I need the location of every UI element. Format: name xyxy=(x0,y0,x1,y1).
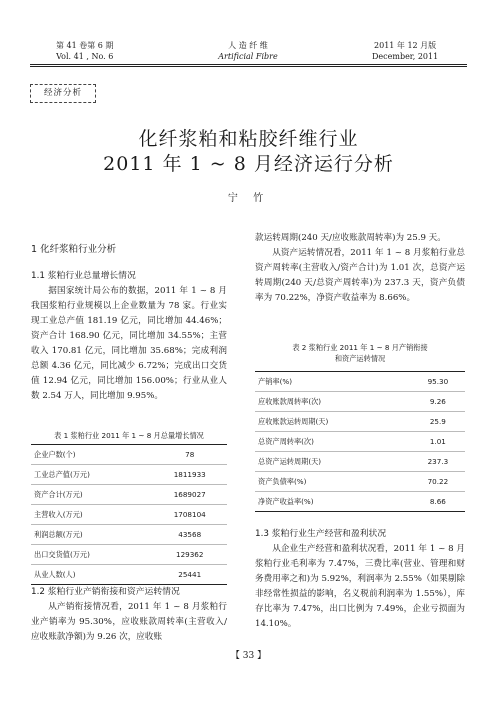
table-cell-value: 1811933 xyxy=(152,465,227,485)
table-row xyxy=(255,372,465,392)
table-cell-value: 1.01 xyxy=(411,432,465,452)
table-cell-value: 25.9 xyxy=(411,412,465,432)
table-cell-label: 应收账款运转周期(天) xyxy=(255,412,411,432)
table-1-caption: 表 1 浆粕行业 2011 年 1 ~ 8 月总量增长情况 xyxy=(54,431,204,440)
article-author: 宁 竹 xyxy=(227,193,270,204)
table-row xyxy=(31,505,227,525)
table-cell-label: 净资产收益率(%) xyxy=(255,492,411,512)
table-cell-label: 总资产运转周期(天) xyxy=(255,452,411,472)
table-cell-value: 1689027 xyxy=(152,485,227,505)
table-row xyxy=(31,545,227,565)
left-column xyxy=(31,242,227,404)
table-cell-label: 总资产周转率(次) xyxy=(255,432,411,452)
section-1-2-paragraph: 从产销衔接情况看，2011 年 1 ~ 8 月浆粕行业产销率为 95.30%，应收账款周转率(主营收入/应收账款净额)为 9.26 次，应收账 xyxy=(31,602,227,642)
table-cell-value: 8.66 xyxy=(411,492,465,512)
table-row xyxy=(255,452,465,472)
continued-paragraph: 款运转周期(240 天/应收账款周转率)为 25.9 天。 xyxy=(255,233,446,243)
table-cell-value: 25441 xyxy=(152,565,227,585)
table-cell-label: 应收账款周转率(次) xyxy=(255,392,411,412)
section-1-3-paragraph: 从企业生产经营和盈利状况看，2011 年 1 ~ 8 月浆粕行业毛利率为 7.47%，三费比率(营业、管理和财务费用率之和)为 5.92%，利润率为 2.55%（如果剔除非经常性损益的影响，名义税前利润率为 1.55%），库存比率为 7.47%，出口比例为 7.49%，企业亏损面为 14.10%。 xyxy=(255,544,465,629)
table-1 xyxy=(31,444,227,585)
table-row xyxy=(255,432,465,452)
table-row xyxy=(31,465,227,485)
section-badge: 经济分析 xyxy=(30,84,96,103)
article-title-line2: 2011 年 1 ~ 8 月经济运行分析 xyxy=(103,153,394,175)
table-row xyxy=(31,565,227,585)
asset-operation-paragraph: 从资产运转情况看，2011 年 1 ~ 8 月浆粕行业总资产周转率(主营收入/资产合计)为 1.01 次，总资产运转周期(240 天/总资产周转率)为 237.3 天，资产负债率为 70.22%，净资产收益率为 8.66%。 xyxy=(255,248,465,303)
right-column xyxy=(255,231,465,306)
right-column-bottom xyxy=(255,527,465,632)
table-cell-value: 43568 xyxy=(152,525,227,545)
article-title-line1: 化纤浆粕和粘胶纤维行业 xyxy=(138,128,359,150)
journal-date-cn: 2011 年 12 月版 xyxy=(374,41,437,50)
table-cell-value: 129362 xyxy=(152,545,227,565)
page-number: 【 33 】 xyxy=(230,651,267,661)
journal-volume-en: Vol. 41 , No. 6 xyxy=(56,52,114,61)
table-cell-value: 237.3 xyxy=(411,452,465,472)
table-cell-label: 出口交货值(万元) xyxy=(31,545,152,565)
table-row xyxy=(255,392,465,412)
table-cell-label: 资产负债率(%) xyxy=(255,472,411,492)
journal-name-cn: 人 造 纤 维 xyxy=(228,41,268,50)
table-cell-value: 1708104 xyxy=(152,505,227,525)
header-rule-bottom xyxy=(30,66,467,67)
journal-volume-cn: 第 41 卷第 6 期 xyxy=(56,41,114,50)
table-cell-label: 主营收入(万元) xyxy=(31,505,152,525)
table-cell-label: 从业人数(人) xyxy=(31,565,152,585)
table-cell-value: 9.26 xyxy=(411,392,465,412)
table-row xyxy=(255,412,465,432)
table-row xyxy=(31,485,227,505)
table-2 xyxy=(255,371,465,512)
table-cell-label: 企业户数(个) xyxy=(31,445,152,465)
journal-date-en: December, 2011 xyxy=(372,52,439,61)
table-row xyxy=(255,492,465,512)
table-2-caption-line2: 和资产运转情况 xyxy=(334,354,386,363)
journal-name-en: Artificial Fibre xyxy=(218,52,278,61)
header-rule-top xyxy=(30,64,467,65)
table-cell-label: 资产合计(万元) xyxy=(31,485,152,505)
section-1-1-paragraph: 据国家统计局公布的数据，2011 年 1 ~ 8 月我国浆粕行业规模以上企业数量为 78 家。行业实现工业总产值 181.19 亿元，同比增加 44.46%；资产合计 168.90 亿元，同比增加 34.55%；主营收入 170.81 亿元，同比增加 35.68%；完成利润总额 4.36 亿元，同比减少 6.72%；完成出口交货值 12.94 亿元，同比增加 156.00%；行业从业人数 2.54 万人，同比增加 9.95%。 xyxy=(31,286,227,401)
section-1-2-heading: 1.2 浆粕行业产销衔接和资产运转情况 xyxy=(31,587,180,597)
table-2-caption xyxy=(255,342,465,364)
left-column-bottom xyxy=(31,585,227,645)
table-row xyxy=(31,445,227,465)
table-row xyxy=(255,472,465,492)
table-2-caption-line1: 表 2 浆粕行业 2011 年 1 ~ 8 月产销衔接 xyxy=(292,343,428,352)
table-cell-value: 95.30 xyxy=(411,372,465,392)
section-1-1-heading: 1.1 浆粕行业总量增长情况 xyxy=(31,271,136,281)
table-cell-value: 78 xyxy=(152,445,227,465)
section-1-heading: 1 化纤浆粕行业分析 xyxy=(31,244,117,255)
section-1-3-heading: 1.3 浆粕行业生产经营和盈利状况 xyxy=(255,529,387,539)
table-cell-label: 产销率(%) xyxy=(255,372,411,392)
table-cell-value: 70.22 xyxy=(411,472,465,492)
table-cell-label: 利润总额(万元) xyxy=(31,525,152,545)
table-row xyxy=(31,525,227,545)
journal-name xyxy=(196,40,300,62)
table-cell-label: 工业总产值(万元) xyxy=(31,465,152,485)
journal-date xyxy=(372,40,438,62)
journal-volume xyxy=(56,40,113,62)
